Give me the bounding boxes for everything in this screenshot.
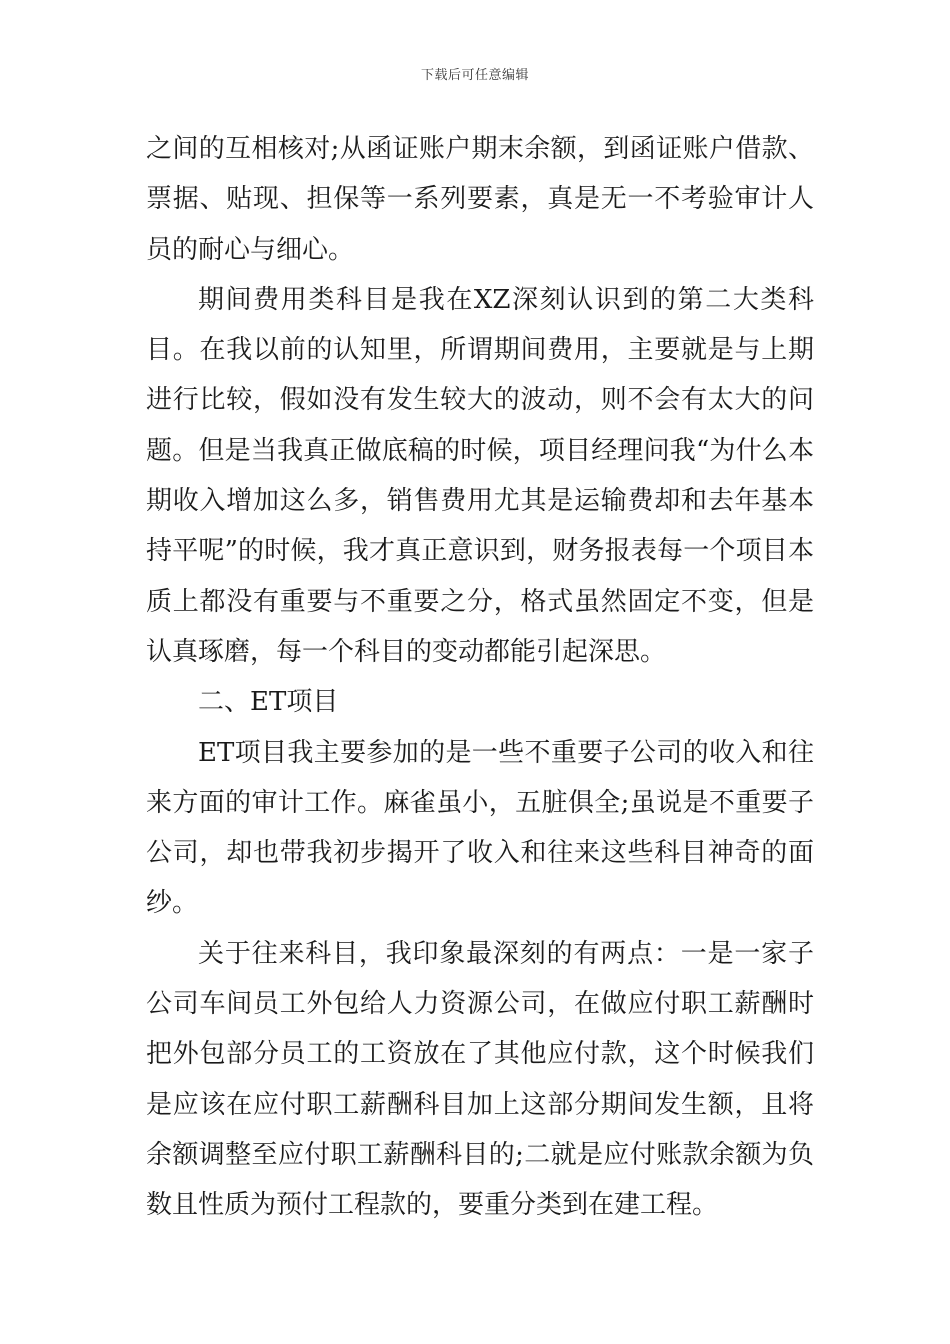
page-header: 下载后可任意编辑 bbox=[420, 68, 529, 83]
paragraph-confirmation-checks: 之间的互相核对;从函证账户期末余额，到函证账户借款、票据、贴现、担保等一系列要素，真是无一不考验审计人员的耐心与细心。 bbox=[146, 134, 814, 265]
section-heading-et-project: 二、ET项目 bbox=[198, 687, 339, 718]
document-body bbox=[146, 124, 814, 1231]
paragraph-et-project-intro: ET项目我主要参加的是一些不重要子公司的收入和往来方面的审计工作。麻雀虽小，五脏俱全;虽说是不重要子公司，却也带我初步揭开了收入和往来这些科目神奇的面纱。 bbox=[146, 737, 814, 919]
paragraph-accounts-details: 关于往来科目，我印象最深刻的有两点：一是一家子公司车间员工外包给人力资源公司，在做应付职工薪酬时把外包部分员工的工资放在了其他应付款，这个时候我们是应该在应付职工薪酬科目加上这部分期间发生额，且将余额调整至应付职工薪酬科目的;二就是应付账款余额为负数且性质为预付工程款的，要重分类到在建工程。 bbox=[146, 938, 814, 1221]
paragraph-period-expenses: 期间费用类科目是我在XZ深刻认识到的第二大类科目。在我以前的认知里，所谓期间费用，主要就是与上期进行比较，假如没有发生较大的波动，则不会有太大的问题。但是当我真正做底稿的时候，项目经理问我“为什么本期收入增加这么多，销售费用尤其是运输费却和去年基本持平呢”的时候，我才真正意识到，财务报表每一个项目本质上都没有重要与不重要之分，格式虽然固定不变，但是认真琢磨，每一个科目的变动都能引起深思。 bbox=[146, 284, 814, 667]
